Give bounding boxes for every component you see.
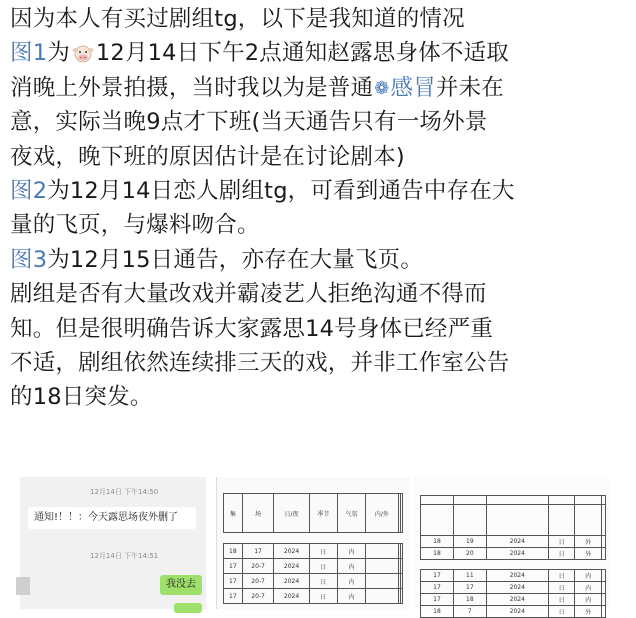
post-link[interactable]: 图2: [10, 177, 48, 204]
table-cell: 18: [421, 548, 454, 560]
table-cell: [366, 574, 399, 589]
table-cell: [602, 548, 606, 560]
table-cell: [602, 570, 606, 582]
table-cell: [453, 505, 486, 536]
table-cell: [575, 560, 602, 570]
table-cell: [575, 496, 602, 505]
table-header-cell: 内/外: [366, 494, 399, 533]
image-strip: [0, 473, 636, 616]
table-cell: [486, 496, 548, 505]
table-cell: 2024: [486, 582, 548, 594]
post-text: [10, 2, 630, 415]
post-link[interactable]: 图1: [10, 40, 48, 67]
table-gap-row: [224, 533, 403, 544]
table-cell: 17: [224, 589, 243, 604]
table-cell: [453, 560, 486, 570]
post-text-segment: 不适，剧组依然连续排三天的戏，并非工作室公告: [10, 349, 510, 376]
table-cell: [400, 544, 402, 559]
table-cell: 内: [575, 570, 602, 582]
table-cell: 18: [421, 606, 454, 618]
table-cell: 19: [453, 536, 486, 548]
table-cell: 2024: [486, 570, 548, 582]
table-row: [224, 589, 403, 604]
table-cell: [602, 496, 606, 505]
chat-timestamp-2: 12月14日 下午14:51: [90, 552, 159, 560]
chat-timestamp-1: 12月14日 下午14:50: [90, 488, 159, 496]
table-cell: [366, 559, 399, 574]
post-text-segment: 为12月14日恋人剧组tg，可看到通告中存在大: [47, 177, 515, 204]
table-cell: [274, 533, 309, 544]
table-cell: 日: [548, 582, 575, 594]
table-cell: [400, 574, 402, 589]
table-row: [224, 544, 403, 559]
table-row: [421, 582, 606, 594]
table-row: [421, 594, 606, 606]
table-row: [421, 548, 606, 560]
table-cell: 18: [224, 544, 243, 559]
post-text-segment: 并未在: [435, 74, 505, 101]
table-cell: 日: [548, 594, 575, 606]
table-blank-row: [421, 505, 606, 536]
table-blank-row: [421, 560, 606, 570]
table-cell: [548, 560, 575, 570]
table-cell: [366, 533, 399, 544]
table-cell: 17: [224, 559, 243, 574]
table-cell: [602, 582, 606, 594]
post-text-segment: 的18日突发。: [10, 384, 153, 411]
table-header-cell: 场: [242, 494, 274, 533]
table-cell: [575, 505, 602, 536]
table-cell: 日: [548, 606, 575, 618]
table-header-cell: 集: [224, 494, 243, 533]
table-cell: 2024: [486, 548, 548, 560]
chat-message-bubble: 通知!！！：今天露思场夜外删了: [28, 507, 196, 529]
table-cell: [366, 544, 399, 559]
table-cell: 2024: [486, 536, 548, 548]
table-header-cell: 季节: [309, 494, 337, 533]
table-row: [421, 606, 606, 618]
table-cell: 外: [575, 606, 602, 618]
avatar: [16, 577, 30, 595]
table-cell: [602, 606, 606, 618]
table-cell: 内: [337, 559, 365, 574]
table-cell: 日: [548, 536, 575, 548]
table-cell: 内: [337, 574, 365, 589]
table-cell: 17: [453, 582, 486, 594]
table-header-row: [224, 494, 403, 533]
table-row: [224, 559, 403, 574]
table-cell: 日: [548, 570, 575, 582]
table-cell: 内: [337, 544, 365, 559]
table-cell: [242, 533, 274, 544]
chat-reply-bubble: 我没去: [160, 575, 202, 595]
table-cell: 2024: [486, 606, 548, 618]
table-cell: [602, 560, 606, 570]
schedule-table-3: [420, 495, 606, 618]
post-text-segment: 剧组是否有大量改戏并霸凌艺人拒绝沟通不得而: [10, 281, 487, 308]
post-text-segment: 量的飞页，与爆料吻合。: [10, 212, 260, 239]
post-text-segment: 夜戏，晚下班的原因估计是在讨论剧本): [10, 143, 405, 170]
table-row: [224, 574, 403, 589]
table-row: [421, 570, 606, 582]
table-cell: [602, 594, 606, 606]
table-blank-row: [421, 496, 606, 505]
table-cell: 外: [575, 548, 602, 560]
table-cell: 20-7: [242, 589, 274, 604]
table-cell: 17: [421, 582, 454, 594]
post-line: [10, 174, 630, 208]
post-text-segment: 消晚上外景拍摄，当时我以为是普通: [10, 74, 374, 101]
table-cell: [421, 560, 454, 570]
table-cell: 20-7: [242, 559, 274, 574]
table-cell: [400, 589, 402, 604]
post-text-segment: 为12月15日通告，亦存在大量飞页。: [47, 246, 424, 273]
table-cell: 日: [309, 559, 337, 574]
table-cell: 内: [575, 594, 602, 606]
flower-icon: ❁: [374, 77, 390, 99]
table-cell: [602, 536, 606, 548]
post-line: [10, 346, 630, 380]
table-cell: 外: [575, 536, 602, 548]
table-cell: 日: [548, 548, 575, 560]
table-cell: 内: [575, 582, 602, 594]
post-line: [10, 105, 630, 139]
chat-reply-bubble-2: [174, 603, 202, 613]
table-header-cell: 日/夜: [274, 494, 309, 533]
post-line: [10, 2, 630, 36]
table-cell: [486, 560, 548, 570]
table-cell: 18: [421, 536, 454, 548]
table-cell: 17: [421, 570, 454, 582]
post-text-segment: 意，实际当晚9点才下班(当天通告只有一场外景: [10, 109, 488, 136]
table-cell: [224, 533, 243, 544]
post-link[interactable]: 感冒: [390, 74, 436, 101]
table-cell: [453, 496, 486, 505]
table-header-cell: 气氛: [337, 494, 365, 533]
table-cell: 20-7: [242, 574, 274, 589]
table-cell: [486, 505, 548, 536]
table-cell: 2024: [486, 594, 548, 606]
table-cell: 2024: [274, 544, 309, 559]
table-cell: 2024: [274, 589, 309, 604]
post-text-segment: 因为本人有买过剧组tg，以下是我知道的情况: [10, 6, 465, 32]
table-cell: 17: [242, 544, 274, 559]
table-cell: [421, 505, 454, 536]
table-cell: 日: [309, 574, 337, 589]
table-cell: [309, 533, 337, 544]
image-2-schedule-table[interactable]: [216, 477, 410, 609]
table-cell: [337, 533, 365, 544]
post-line: [10, 36, 630, 70]
post-text-segment: 为: [47, 40, 70, 67]
table-cell: 2024: [274, 559, 309, 574]
schedule-table-2: [223, 493, 403, 604]
table-cell: [400, 559, 402, 574]
cow-face-icon: [72, 39, 94, 59]
post-line: [10, 380, 630, 414]
table-cell: [366, 589, 399, 604]
table-cell: 内: [337, 589, 365, 604]
table-cell: 7: [453, 606, 486, 618]
table-cell: [602, 505, 606, 536]
table-cell: [548, 505, 575, 536]
image-3-schedule-table[interactable]: [414, 477, 610, 616]
post-line: [10, 243, 630, 277]
post-link[interactable]: 图3: [10, 246, 48, 273]
post-line: [10, 312, 630, 346]
post-line: [10, 71, 630, 105]
table-row: [421, 536, 606, 548]
table-cell: 18: [453, 594, 486, 606]
table-header-cell: [400, 494, 402, 533]
post-text-segment: 12月14日下午2点通知赵露思身体不适取: [95, 40, 509, 67]
table-cell: 17: [421, 594, 454, 606]
post-line: [10, 208, 630, 242]
table-cell: [548, 496, 575, 505]
table-cell: 11: [453, 570, 486, 582]
table-cell: [421, 496, 454, 505]
post-text-segment: 知。但是很明确告诉大家露思14号身体已经严重: [10, 315, 494, 342]
table-cell: 17: [224, 574, 243, 589]
table-cell: 2024: [274, 574, 309, 589]
table-cell: [400, 533, 402, 544]
table-cell: 日: [309, 544, 337, 559]
post-line: [10, 140, 630, 174]
table-cell: 日: [309, 589, 337, 604]
post-line: [10, 277, 630, 311]
image-1-chat-screenshot[interactable]: [20, 477, 206, 609]
table-cell: 20: [453, 548, 486, 560]
